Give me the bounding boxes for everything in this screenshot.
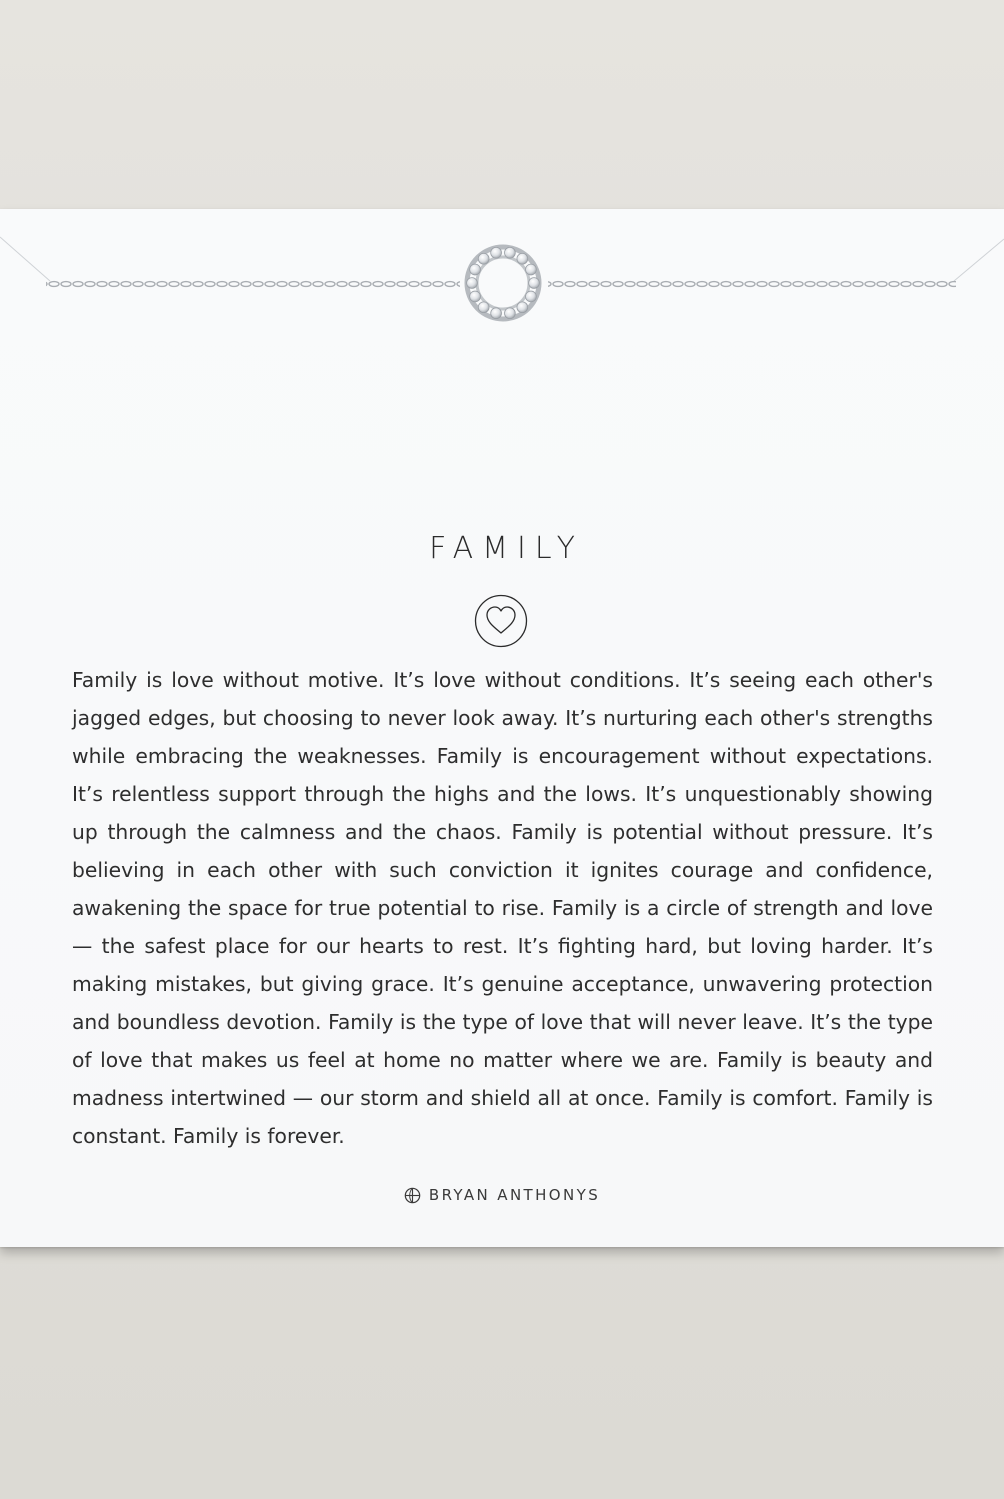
- heart-in-circle-icon: [474, 594, 528, 648]
- charm-stone: [529, 278, 540, 289]
- charm-stone: [467, 278, 478, 289]
- jewelry-card: [0, 209, 1004, 1247]
- bryan-anthonys-logo-icon: [404, 1187, 421, 1204]
- charm-stone: [517, 302, 528, 313]
- charm-stone: [526, 264, 537, 275]
- charm-stone: [470, 264, 481, 275]
- charm-stone: [526, 291, 537, 302]
- charm-stone: [491, 247, 502, 258]
- charm-stone: [478, 253, 489, 264]
- bracelet-image: [0, 209, 1004, 349]
- card-message: Family is love without motive. It’s love without conditions. It’s seeing each other's jagged edges, but choosing to never look away. It’s nurturing each other's strengths while embracing the weaknesses. Family is encouragement without expectations. It’s relentless support through the highs and the lows. It’s unquestionably showing up through the calmness and the chaos. Family is potential without pressure. It’s believing in each other with such conviction it ignites courage and confidence, awakening the space for true potential to rise. Family is a circle of strength and love — the safest place for our hearts to rest. It’s fighting hard, but loving harder. It’s making mistakes, but giving grace. It’s genuine acceptance, unwavering protection and boundless devotion. Family is the type of love that will never leave. It’s the type of love that makes us feel at home no matter where we are. Family is beauty and madness intertwined — our storm and shield all at once. Family is comfort. Family is constant. Family is forever.: [72, 668, 933, 1148]
- circle-charm: [467, 247, 540, 319]
- chain-right: [548, 279, 956, 289]
- charm-stone: [470, 291, 481, 302]
- chain-left: [46, 279, 460, 289]
- charm-stone: [505, 247, 516, 258]
- brand-signature: [0, 1184, 1004, 1206]
- brand-name: BRYAN ANTHONYS: [428, 1186, 601, 1204]
- charm-stone: [517, 253, 528, 264]
- charm-stone: [491, 308, 502, 319]
- charm-stone: [505, 308, 516, 319]
- card-title: FAMILY: [429, 531, 584, 566]
- charm-stone: [478, 302, 489, 313]
